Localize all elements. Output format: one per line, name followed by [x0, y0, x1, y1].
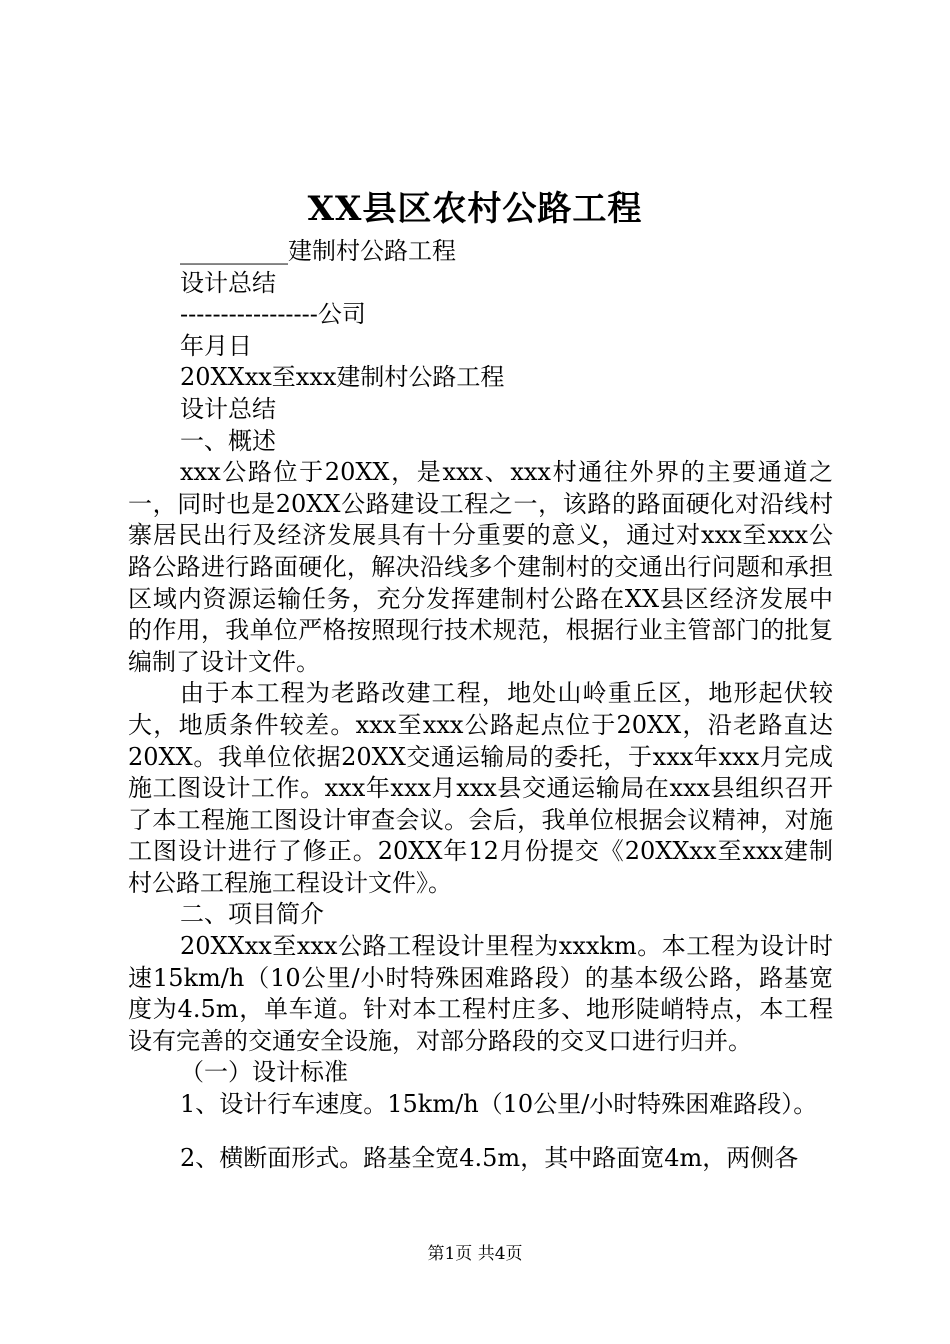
section-heading-overview: 一、概述: [180, 426, 276, 455]
section-heading-project: 二、项目简介: [180, 900, 324, 929]
company-line: -----------------公司: [180, 300, 366, 329]
summary-line: 设计总结: [180, 394, 276, 423]
item-spacer: [128, 1121, 833, 1143]
page-footer: 第1页 共4页: [427, 1244, 523, 1264]
document-title: XX县区农村公路工程: [307, 189, 643, 229]
project-title-line: 20XXxx至xxx建制村公路工程: [180, 363, 505, 392]
subsection-heading-standards: （一）设计标准: [180, 1058, 348, 1087]
standard-item-2: 2、横断面形式。路基全宽4.5m，其中路面宽4m，两侧各: [180, 1143, 799, 1172]
subtitle-line: 设计总结: [180, 268, 276, 297]
project-name-line: _________建制村公路工程: [180, 237, 456, 265]
date-line: 年月日: [180, 331, 252, 360]
document-body: [128, 236, 833, 1174]
project-paragraph: 20XXxx至xxx公路工程设计里程为xxxkm。本工程为设计时速15km/h（10公里/小时特殊困难路段）的基本级公路，路基宽度为4.5m，单车道。针对本工程村庄多、地形陡峭特点，本工程设有完善的交通安全设施，对部分路段的交叉口进行归并。: [128, 932, 833, 1055]
overview-paragraph-2: 由于本工程为老路改建工程，地处山岭重丘区，地形起伏较大，地质条件较差。xxx至xxx公路起点位于20XX，沿老路直达20XX。我单位依据20XX交通运输局的委托，于xxx年xxx月完成施工图设计工作。xxx年xxx月xxx县交通运输局在xxx县组织召开了本工程施工图设计审查会议。会后，我单位根据会议精神，对施工图设计进行了修正。20XX年12月份提交《20XXxx至xxx建制村公路工程施工程设计文件》。: [128, 679, 833, 897]
standard-item-1: 1、设计行车速度。15km/h（10公里/小时特殊困难路段）。: [180, 1090, 818, 1119]
overview-paragraph-1: xxx公路位于20XX，是xxx、xxx村通往外界的主要通道之一，同时也是20XX公路建设工程之一，该路的路面硬化对沿线村寨居民出行及经济发展具有十分重要的意义，通过对xxx至xxx公路公路进行路面硬化，解决沿线多个建制村的交通出行问题和承担区域内资源运输任务，充分发挥建制村公路在XX县区经济发展中的作用，我单位严格按照现行技术规范，根据行业主管部门的批复编制了设计文件。: [128, 458, 833, 676]
